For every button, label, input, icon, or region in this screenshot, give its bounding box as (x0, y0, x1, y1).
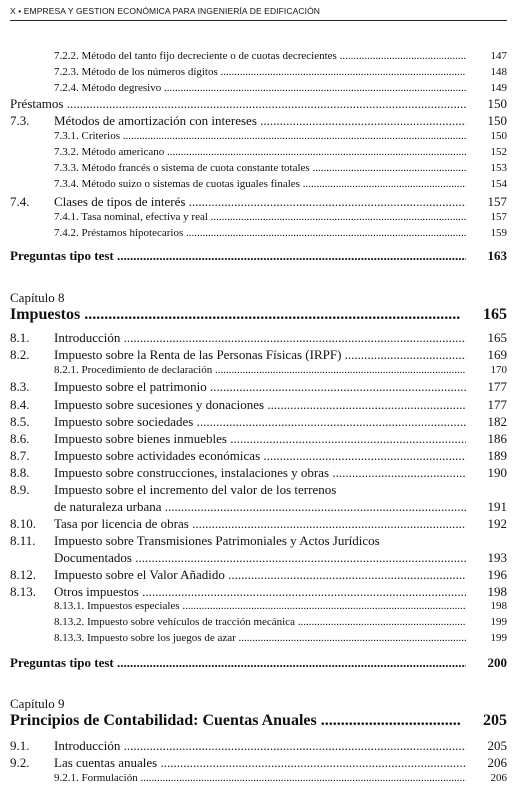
toc-entry-title: 8.2.1. Procedimiento de declaración ..... (54, 364, 466, 376)
toc-entry[interactable] (0, 772, 517, 788)
toc-entry-page: 170 (490, 364, 507, 376)
toc-entry-page: 196 (487, 567, 507, 582)
toc-entry-page: 147 (490, 50, 507, 62)
chapter-title-page: 165 (483, 306, 507, 323)
toc-entry-title: Preguntas tipo test ..... (10, 248, 466, 264)
toc-entry[interactable] (0, 465, 517, 481)
toc-entry-number: 8.6. (10, 431, 30, 446)
toc-entry-page: 165 (487, 330, 507, 345)
toc-entry-page: 177 (487, 379, 507, 394)
toc-entry-page: 198 (490, 600, 507, 612)
toc-entry-title: 9.2.1. Formulación ..... (54, 772, 466, 784)
toc-entry-title: Impuesto sobre el patrimonio ..... (54, 379, 466, 395)
toc-entry-title: Préstamos ..... (10, 96, 466, 112)
toc-entry-page: 206 (487, 755, 507, 770)
toc-entry[interactable] (0, 482, 517, 498)
running-header: X • EMPRESA Y GESTION ECONÓMICA PARA INGENIERÍA DE EDIFICACIÓN (10, 6, 321, 16)
toc-entry-number: 8.13. (10, 584, 36, 599)
toc-entry-page: 189 (487, 448, 507, 463)
toc-entry[interactable] (0, 347, 517, 363)
toc-entry-number: 8.3. (10, 379, 30, 394)
toc-entry-title: 7.3.4. Método suizo o sistemas de cuotas iguales finales ..... (54, 178, 466, 190)
toc-entry-page: 198 (487, 584, 507, 599)
toc-entry-title: 8.13.1. Impuestos especiales ..... (54, 600, 466, 612)
toc-entry[interactable] (0, 414, 517, 430)
toc-entry-page: 154 (490, 178, 507, 190)
toc-entry[interactable] (0, 162, 517, 178)
toc-entry-page: 157 (487, 194, 507, 209)
toc-entry-page: 192 (487, 516, 507, 531)
toc-entry[interactable] (0, 364, 517, 380)
toc-entry[interactable] (0, 567, 517, 583)
toc-entry-title: Impuesto sobre bienes inmuebles ..... (54, 431, 466, 447)
toc-entry[interactable] (0, 178, 517, 194)
chapter-title-text: Principios de Contabilidad: Cuentas Anuales ..... (10, 712, 460, 730)
chapter-title[interactable] (0, 306, 517, 326)
toc-entry[interactable] (0, 755, 517, 771)
chapter-label: Capítulo 9 (10, 696, 65, 711)
toc-entry-title: Métodos de amortización con intereses ..... (54, 113, 466, 129)
toc-entry-test[interactable] (0, 248, 517, 264)
toc-entry-title: 7.3.2. Método americano ..... (54, 146, 466, 158)
toc-entry-title: de naturaleza urbana ..... (54, 499, 466, 515)
toc-entry-title: 8.13.2. Impuesto sobre vehículos de tracción mecánica ..... (54, 616, 466, 628)
toc-entry[interactable] (0, 330, 517, 346)
toc-entry[interactable] (0, 50, 517, 66)
toc-entry-title: Impuesto sobre actividades económicas ..... (54, 448, 466, 464)
toc-entry-title: Impuesto sobre el Valor Añadido ..... (54, 567, 466, 583)
toc-entry-title: Otros impuestos ..... (54, 584, 466, 600)
toc-entry-page: 199 (490, 616, 507, 628)
toc-entry[interactable] (0, 738, 517, 754)
toc-entry-page: 148 (490, 66, 507, 78)
toc-entry-title: 7.4.2. Préstamos hipotecarios ..... (54, 227, 466, 239)
toc-entry[interactable] (0, 584, 517, 600)
toc-entry[interactable] (0, 632, 517, 648)
toc-entry-title: 7.2.3. Método de los números dígitos ..... (54, 66, 466, 78)
toc-entry-page: 153 (490, 162, 507, 174)
chapter-label: Capítulo 8 (10, 290, 65, 305)
toc-entry-title: Introducción ..... (54, 330, 466, 346)
chapter-title-page: 205 (483, 712, 507, 729)
toc-entry[interactable] (0, 516, 517, 532)
toc-entry-number: 8.12. (10, 567, 36, 582)
toc-entry-page: 157 (490, 211, 507, 223)
toc-entry-number: 8.8. (10, 465, 30, 480)
toc-entry-page: 206 (490, 772, 507, 784)
toc-entry-test[interactable] (0, 655, 517, 671)
toc-entry-title: 7.2.4. Método degresivo ..... (54, 82, 466, 94)
toc-entry[interactable] (0, 533, 517, 549)
toc-entry-title: 7.3.1. Criterios ..... (54, 130, 466, 142)
toc-entry[interactable] (0, 66, 517, 82)
toc-entry-continuation[interactable] (0, 499, 517, 515)
toc-entry-number: 8.10. (10, 516, 36, 531)
toc-entry-title: Impuesto sobre Transmisiones Patrimoniales y Actos Jurídicos (54, 533, 380, 548)
toc-entry-number: 8.7. (10, 448, 30, 463)
toc-entry-title: Impuesto sobre sucesiones y donaciones ..... (54, 397, 466, 413)
toc-entry-page: 149 (490, 82, 507, 94)
toc-entry-title: 8.13.3. Impuesto sobre los juegos de azar ..... (54, 632, 466, 644)
toc-entry-title: Impuesto sobre construcciones, instalaciones y obras ..... (54, 465, 466, 481)
toc-entry-continuation[interactable] (0, 550, 517, 566)
toc-entry-page: 159 (490, 227, 507, 239)
toc-entry[interactable] (0, 96, 517, 112)
toc-entry-number: 8.5. (10, 414, 30, 429)
chapter-title[interactable] (0, 712, 517, 732)
toc-entry[interactable] (0, 194, 517, 210)
toc-entry-title: 7.3.3. Método francés o sistema de cuota constante totales ..... (54, 162, 466, 174)
toc-entry-number: 8.1. (10, 330, 30, 345)
toc-entry[interactable] (0, 113, 517, 129)
toc-entry-title: Impuesto sobre sociedades ..... (54, 414, 466, 430)
toc-entry-title: Preguntas tipo test ..... (10, 655, 466, 671)
toc-entry[interactable] (0, 397, 517, 413)
toc-entry[interactable] (0, 227, 517, 243)
toc-entry[interactable] (0, 616, 517, 632)
toc-entry-page: 152 (490, 146, 507, 158)
toc-entry[interactable] (0, 431, 517, 447)
toc-entry-page: 169 (487, 347, 507, 362)
toc-entry-page: 193 (487, 550, 507, 565)
toc-entry-title: 7.4.1. Tasa nominal, efectiva y real ..... (54, 211, 466, 223)
toc-entry-page: 182 (487, 414, 507, 429)
toc-entry-title: Impuesto sobre el incremento del valor de los terrenos (54, 482, 337, 497)
toc-entry-page: 150 (487, 113, 507, 128)
toc-entry-title: Clases de tipos de interés ..... (54, 194, 466, 210)
toc-entry-page: 200 (487, 655, 507, 670)
toc-entry-number: 9.2. (10, 755, 30, 770)
chapter-title-text: Impuestos ..... (10, 306, 460, 324)
toc-entry-page: 150 (487, 96, 507, 111)
toc-entry[interactable] (0, 130, 517, 146)
toc-entry-title: Tasa por licencia de obras ..... (54, 516, 466, 532)
toc-entry-page: 190 (487, 465, 507, 480)
toc-entry-title: Introducción ..... (54, 738, 466, 754)
toc-entry-number: 7.4. (10, 194, 30, 209)
toc-entry-page: 163 (487, 248, 507, 263)
toc-entry[interactable] (0, 600, 517, 616)
header-rule (10, 20, 507, 21)
toc-entry-page: 191 (487, 499, 507, 514)
toc-entry-page: 205 (487, 738, 507, 753)
toc-entry-page: 150 (490, 130, 507, 142)
toc-entry-title: Las cuentas anuales ..... (54, 755, 466, 771)
toc-entry[interactable] (0, 379, 517, 395)
toc-entry-page: 186 (487, 431, 507, 446)
toc-entry-number: 7.3. (10, 113, 30, 128)
toc-entry-number: 8.2. (10, 347, 30, 362)
toc-entry-title: Impuesto sobre la Renta de las Personas Físicas (IRPF) ..... (54, 347, 466, 363)
toc-entry-title: 7.2.2. Método del tanto fijo decreciente o de cuotas decrecientes ..... (54, 50, 466, 62)
toc-entry-page: 177 (487, 397, 507, 412)
toc-entry[interactable] (0, 448, 517, 464)
toc-entry[interactable] (0, 146, 517, 162)
toc-entry-title: Documentados ..... (54, 550, 466, 566)
toc-entry-number: 8.4. (10, 397, 30, 412)
toc-entry[interactable] (0, 211, 517, 227)
toc-entry-number: 8.9. (10, 482, 30, 497)
toc-entry-number: 8.11. (10, 533, 36, 548)
toc-entry-number: 9.1. (10, 738, 30, 753)
toc-entry-page: 199 (490, 632, 507, 644)
